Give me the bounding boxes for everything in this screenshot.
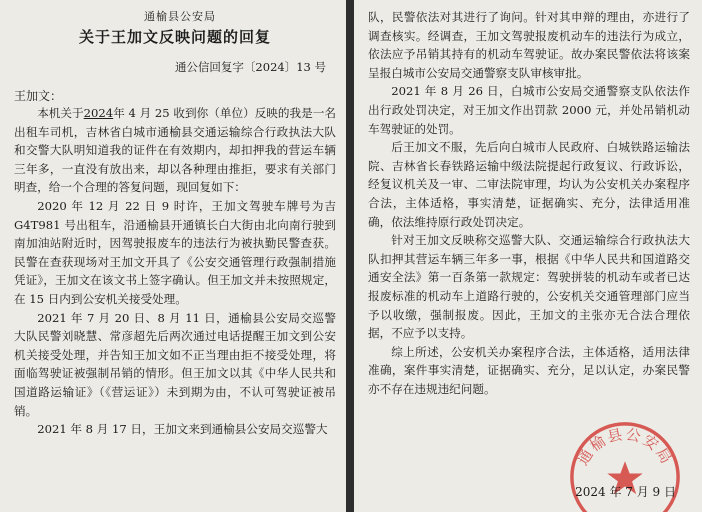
paragraph-visit-continued: 队，民警依法对其进行了询问。针对其申辩的理由，亦进行了调查核实。经调查，王加文驾驶报废机动车的违法行为成立，依法应予吊销其持有的机动车驾驶证。故办案民警依法将该案呈报白城市公安局交通警察支队审核审批。 [368,10,690,80]
salutation: 王加文： [14,89,63,103]
paragraph-reminders: 2021 年 7 月 20 日、8 月 11 日，通榆县公安局交巡警大队民警刘晓慧、常彦超先后两次通过电话提醒王加文到公安机关接受处理，并告知王加文如不正当理由拒不接受处理，将面临驾驶证被强制吊销的情形。但王加文以其《中华人民共和国道路运输证》（《营运证》）未到期为由，不认可驾驶证被吊销。 [14,310,336,418]
document-title: 关于王加文反映问题的回复 [78,28,271,46]
page-gap [346,0,354,512]
issuing-organization: 通榆县公安局 [144,10,216,23]
reply-date: 2024 年 7 月 9 日 [575,485,676,500]
svg-text:通榆县公安局: 通榆县公安局 [574,426,676,469]
paragraph-penalty: 2021 年 8 月 26 日，白城市公安局交通警察支队依法作出行政处罚决定，对王加文作出罚款 2000 元，并处吊销机动车驾驶证的处罚。 [368,84,690,136]
signature-area [368,398,690,512]
intro-body: 年 4 月 25 收到你（单位）反映的我是一名出租车司机，吉林省白城市通榆县交通运输综合行政执法大队和交警大队明知道我的证件在有效期内，却扣押我的营运车辆三年多，一直没有放出来，却以各种理由推拒，要求有关部门明查，给一个合理的答复问题，现回复如下： [14,106,336,195]
paragraph-appeals: 后王加文不服，先后向白城市人民政府、白城铁路运输法院、吉林省长春铁路运输中级法院提起行政复议、行政诉讼，经复议机关及一审、二审法院审理，均认为公安机关办案程序合法，主体适格，事实清楚，证据确实、充分，法律适用准确，依法维持原行政处罚决定。 [368,140,690,229]
paragraph-incident: 2020 年 12 月 22 日 9 时许，王加文驾驶车牌号为吉 G4T981 号出租车，沿通榆县开通镇长白大街由北向南行驶到南加油站附近时，因驾驶报废车的违法行为被执勤民警查获。民警在查获现场对王加文开具了《公安交通管理行政强制措施凭证》，王加文在该文书上签字确认。但王加文并未按照规定，在 15 日内到公安机关接受处理。 [14,198,336,306]
received-year: 2024 [83,106,114,120]
document-number: 通公信回复字〔2024〕13 号 [174,60,326,74]
paragraph-visit-start: 2021 年 8 月 17 日，王加文来到通榆县公安局交巡警大 [37,422,328,437]
page-left [0,0,346,512]
paragraph-intro [14,104,336,197]
intro-prefix: 本机关于 [37,106,84,120]
page-right [354,0,702,512]
paragraph-conclusion: 综上所述，公安机关办案程序合法，主体适格，适用法律准确，案件事实清楚，证据确实、充分，足以认定，办案民警亦不存在违规违纪问题。 [368,344,690,396]
paragraph-vehicle-detention: 针对王加文反映称交巡警大队、交通运输综合行政执法大队扣押其营运车辆三年多一事，根据《中华人民共和国道路交通安全法》第一百条第一款规定：驾驶拼装的机动车或者已达报废标准的机动车上道路行驶的，公安机关交通管理部门应当予以收缴，强制报废。因此，王加文的主张亦无合法合理依据，不应予以支持。 [368,233,690,341]
